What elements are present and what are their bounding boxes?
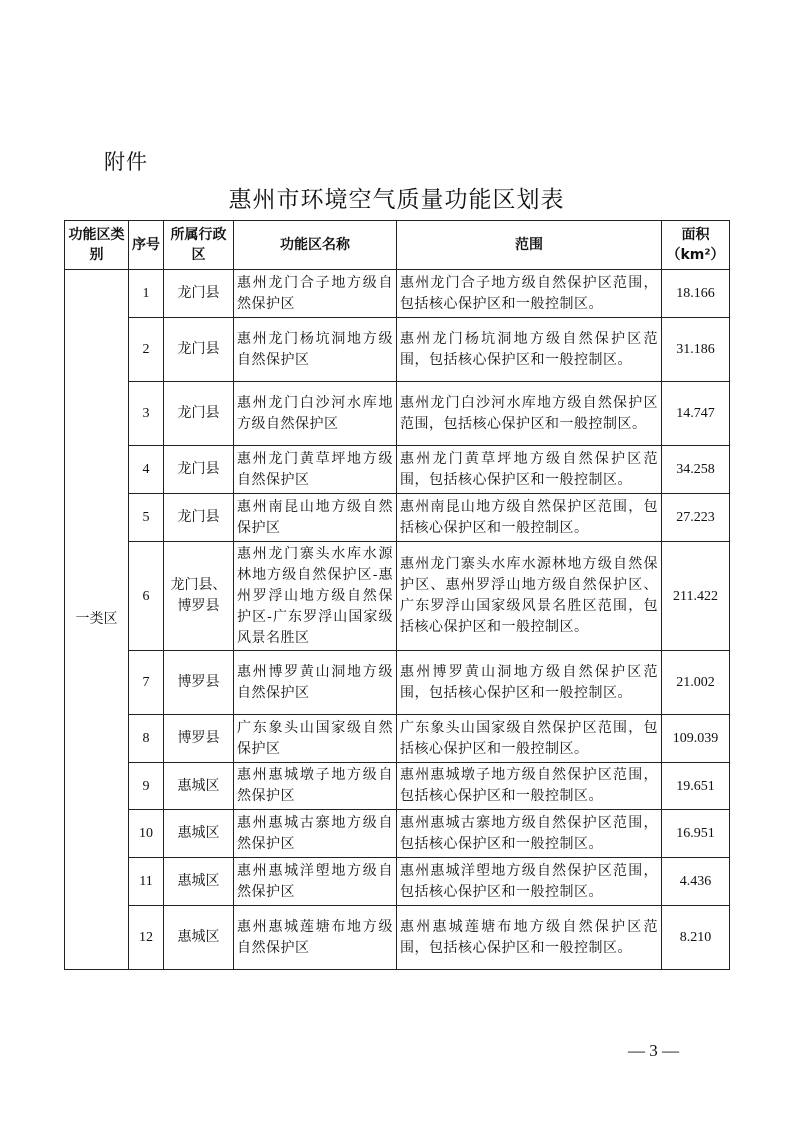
zone-name-cell: 惠州龙门寨头水库水源林地方级自然保护区-惠州罗浮山地方级自然保护区-广东罗浮山国家级风景名胜区 (234, 542, 397, 651)
district-cell: 龙门县 (164, 446, 234, 494)
table-title: 惠州市环境空气质量功能区划表 (228, 187, 565, 213)
seq-cell: 2 (129, 318, 164, 382)
seq-cell: 4 (129, 446, 164, 494)
zone-name-cell: 惠州龙门黄草坪地方级自然保护区 (234, 446, 397, 494)
zone-name-cell: 惠州惠城洋塱地方级自然保护区 (234, 858, 397, 906)
scope-cell: 惠州惠城洋塱地方级自然保护区范围，包括核心保护区和一般控制区。 (397, 858, 662, 906)
seq-cell: 11 (129, 858, 164, 906)
seq-cell: 1 (129, 270, 164, 318)
seq-cell: 6 (129, 542, 164, 651)
district-cell: 龙门县 (164, 270, 234, 318)
zone-name-cell: 惠州博罗黄山洞地方级自然保护区 (234, 651, 397, 715)
header-district: 所属行政区 (164, 221, 234, 270)
scope-cell: 惠州博罗黄山洞地方级自然保护区范围，包括核心保护区和一般控制区。 (397, 651, 662, 715)
district-cell: 龙门县 (164, 318, 234, 382)
district-cell: 龙门县 (164, 494, 234, 542)
table-header-row (65, 221, 730, 270)
table-row (65, 318, 730, 382)
area-cell: 16.951 (662, 810, 730, 858)
seq-cell: 10 (129, 810, 164, 858)
header-area: 面积（km²） (662, 221, 730, 270)
table-row (65, 651, 730, 715)
district-cell: 惠城区 (164, 858, 234, 906)
seq-cell: 7 (129, 651, 164, 715)
scope-cell: 惠州惠城墩子地方级自然保护区范围，包括核心保护区和一般控制区。 (397, 763, 662, 810)
zone-name-cell: 惠州南昆山地方级自然保护区 (234, 494, 397, 542)
scope-cell: 惠州南昆山地方级自然保护区范围，包括核心保护区和一般控制区。 (397, 494, 662, 542)
header-scope: 范围 (397, 221, 662, 270)
area-cell: 4.436 (662, 858, 730, 906)
scope-cell: 惠州惠城古寨地方级自然保护区范围，包括核心保护区和一般控制区。 (397, 810, 662, 858)
header-category: 功能区类别 (65, 221, 129, 270)
table-row (65, 763, 730, 810)
category-cell: 一类区 (65, 270, 129, 970)
district-cell: 惠城区 (164, 906, 234, 970)
table-row (65, 382, 730, 446)
table-row (65, 810, 730, 858)
header-seq: 序号 (129, 221, 164, 270)
scope-cell: 惠州龙门杨坑洞地方级自然保护区范围，包括核心保护区和一般控制区。 (397, 318, 662, 382)
area-cell: 8.210 (662, 906, 730, 970)
zone-name-cell: 惠州惠城莲塘布地方级自然保护区 (234, 906, 397, 970)
area-cell: 19.651 (662, 763, 730, 810)
district-cell: 龙门县、博罗县 (164, 542, 234, 651)
zone-name-cell: 惠州龙门杨坑洞地方级自然保护区 (234, 318, 397, 382)
scope-cell: 惠州惠城莲塘布地方级自然保护区范围，包括核心保护区和一般控制区。 (397, 906, 662, 970)
area-cell: 21.002 (662, 651, 730, 715)
seq-cell: 9 (129, 763, 164, 810)
zone-name-cell: 惠州惠城墩子地方级自然保护区 (234, 763, 397, 810)
area-cell: 109.039 (662, 715, 730, 763)
district-cell: 惠城区 (164, 763, 234, 810)
table-row (65, 446, 730, 494)
zone-name-cell: 惠州龙门合子地方级自然保护区 (234, 270, 397, 318)
district-cell: 惠城区 (164, 810, 234, 858)
table-row (65, 858, 730, 906)
air-quality-zone-table (64, 220, 730, 970)
area-cell: 211.422 (662, 542, 730, 651)
table-row (65, 715, 730, 763)
seq-cell: 12 (129, 906, 164, 970)
district-cell: 博罗县 (164, 715, 234, 763)
area-cell: 34.258 (662, 446, 730, 494)
area-cell: 27.223 (662, 494, 730, 542)
scope-cell: 惠州龙门白沙河水库地方级自然保护区范围，包括核心保护区和一般控制区。 (397, 382, 662, 446)
zone-name-cell: 惠州惠城古寨地方级自然保护区 (234, 810, 397, 858)
area-cell: 31.186 (662, 318, 730, 382)
table-row (65, 906, 730, 970)
scope-cell: 惠州龙门黄草坪地方级自然保护区范围，包括核心保护区和一般控制区。 (397, 446, 662, 494)
scope-cell: 惠州龙门合子地方级自然保护区范围，包括核心保护区和一般控制区。 (397, 270, 662, 318)
scope-cell: 惠州龙门寨头水库水源林地方级自然保护区、惠州罗浮山地方级自然保护区、广东罗浮山国家级风景名胜区范围，包括核心保护区和一般控制区。 (397, 542, 662, 651)
area-cell: 18.166 (662, 270, 730, 318)
header-name: 功能区名称 (234, 221, 397, 270)
zone-name-cell: 惠州龙门白沙河水库地方级自然保护区 (234, 382, 397, 446)
district-cell: 龙门县 (164, 382, 234, 446)
seq-cell: 8 (129, 715, 164, 763)
district-cell: 博罗县 (164, 651, 234, 715)
page-number: — 3 — (628, 1041, 679, 1060)
scope-cell: 广东象头山国家级自然保护区范围，包括核心保护区和一般控制区。 (397, 715, 662, 763)
attachment-label: 附件 (104, 150, 148, 174)
seq-cell: 5 (129, 494, 164, 542)
table-row (65, 270, 730, 318)
seq-cell: 3 (129, 382, 164, 446)
table-row (65, 494, 730, 542)
area-cell: 14.747 (662, 382, 730, 446)
zone-name-cell: 广东象头山国家级自然保护区 (234, 715, 397, 763)
table-row (65, 542, 730, 651)
